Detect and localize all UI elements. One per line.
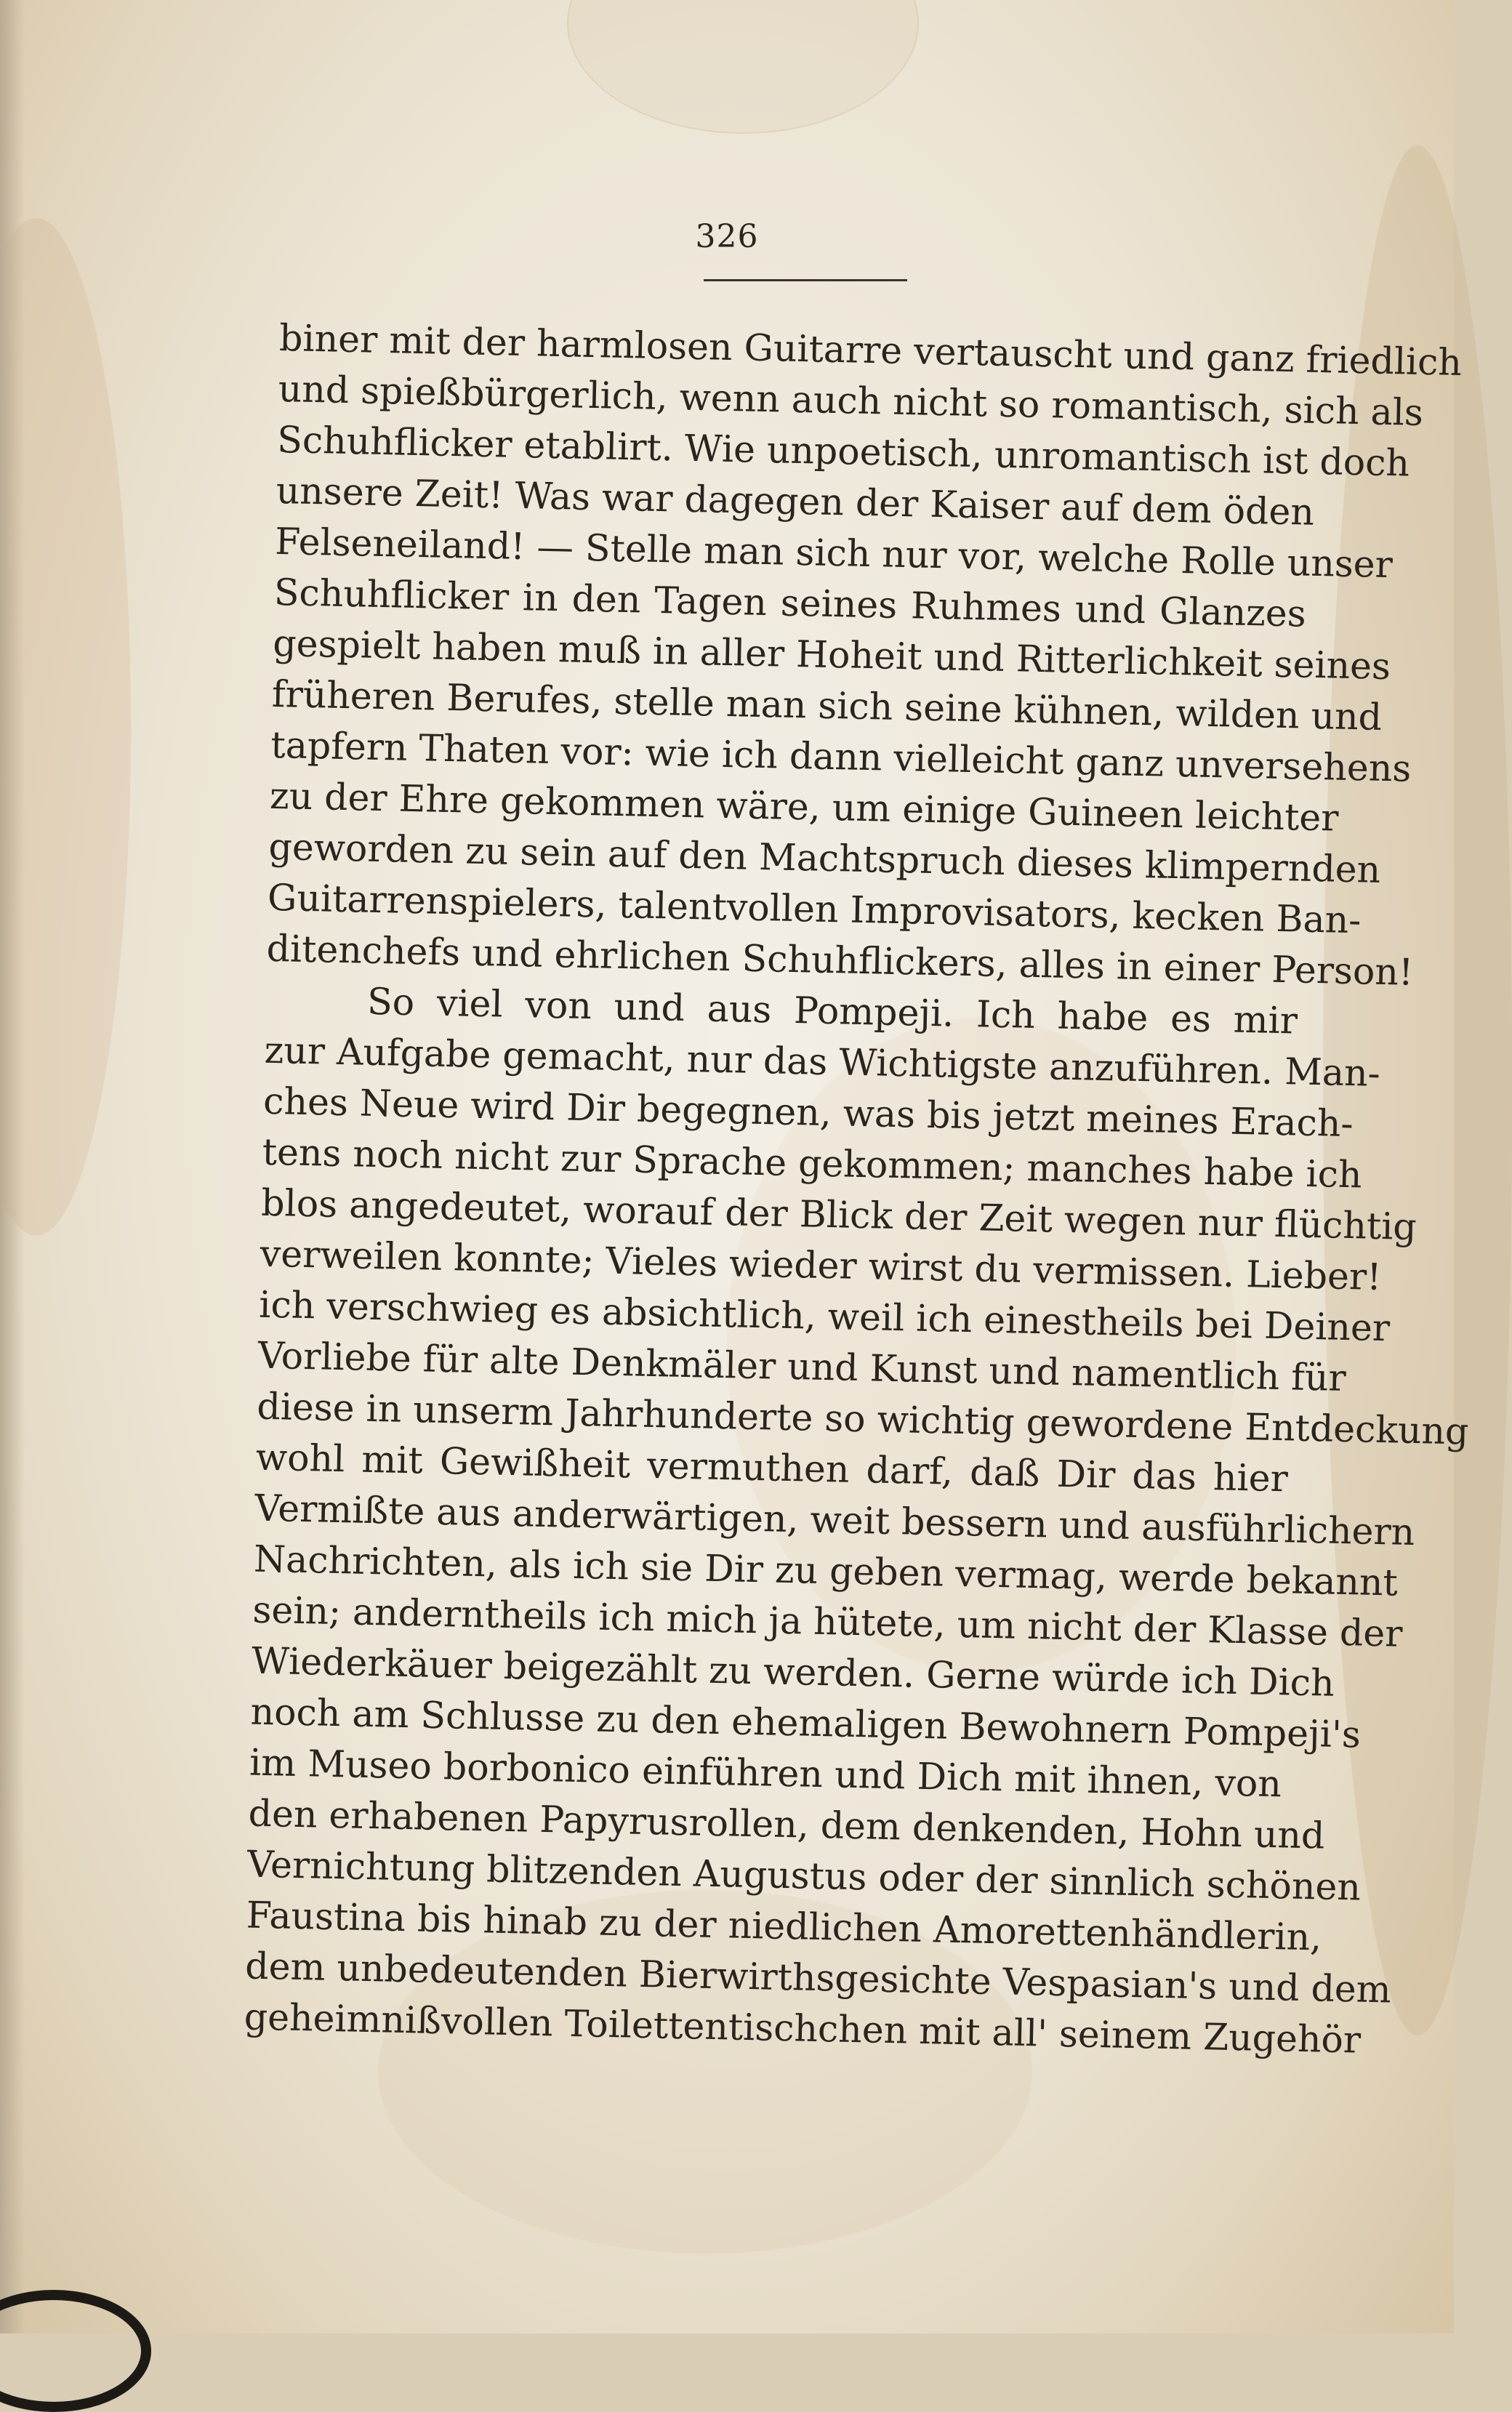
text-line: tens noch nicht zur Sprache gekommen; manches habe ich: [262, 1130, 1363, 1197]
text-line: gespielt haben muß in aller Hoheit und Ritterlichkeit seines: [272, 621, 1391, 688]
text-line: verweilen konnte; Vieles wieder wirst du vermissen. Lieber!: [260, 1231, 1383, 1299]
text-line: zu der Ehre gekommen wäre, um einige Guineen leichter: [269, 773, 1340, 840]
page-number: 326: [695, 218, 759, 255]
text-line: geheimnißvollen Toilettentischchen mit all' seinem Zugehör: [244, 1995, 1362, 2062]
text-line: So viel von und aus Pompeji. Ich habe es mir: [366, 979, 1298, 1042]
binding-corner: [0, 2290, 151, 2412]
text-line: Vernichtung blitzenden Augustus oder der sinnlich schönen: [246, 1842, 1362, 1909]
text-line: den erhabenen Papyrusrollen, dem denkenden, Hohn und: [248, 1791, 1325, 1857]
text-line: ich verschwieg es absichtlich, weil ich einestheils bei Deiner: [258, 1282, 1391, 1350]
text-line: Faustina bis hinab zu der niedlichen Amorettenhändlerin,: [246, 1893, 1322, 1959]
text-line: wohl mit Gewißheit vermuthen darf, daß Dir das hier: [255, 1435, 1289, 1500]
text-line: Schuhflicker in den Tagen seines Ruhmes und Glanzes: [273, 570, 1307, 635]
text-line: Felseneiland! — Stelle man sich nur vor, welche Rolle unser: [274, 519, 1394, 587]
text-line: Vorliebe für alte Denkmäler und Kunst und namentlich für: [257, 1333, 1347, 1400]
paper-stain: [567, 0, 919, 134]
text-line: zur Aufgabe gemacht, nur das Wichtigste anzuführen. Man-: [264, 1028, 1381, 1095]
text-line: sein; anderntheils ich mich ja hütete, um nicht der Klasse der: [252, 1588, 1403, 1655]
text-line: ches Neue wird Dir begegnen, was bis jetzt meines Erach-: [262, 1079, 1354, 1146]
body-text: [244, 313, 1469, 2064]
text-line: Nachrichten, als ich sie Dir zu geben vermag, werde bekannt: [253, 1537, 1399, 1604]
text-line: biner mit der harmlosen Guitarre vertauscht und ganz friedlich: [278, 315, 1463, 385]
text-line: diese in unserm Jahrhunderte so wichtig gewordene Entdeckung: [256, 1384, 1469, 1453]
text-line: Guitarrenspielers, talentvollen Improvisators, kecken Ban-: [267, 875, 1362, 942]
text-line: geworden zu sein auf den Machtspruch dieses klimpernden: [268, 824, 1381, 891]
text-line: unsere Zeit! Was war dagegen der Kaiser auf dem öden: [276, 468, 1315, 534]
text-line: Vermißte aus anderwärtigen, weit bessern und ausführlichern: [254, 1486, 1415, 1554]
text-line: im Museo borbonico einführen und Dich mit ihnen, von: [249, 1740, 1282, 1806]
text-line: tapfern Thaten vor: wie ich dann vielleicht ganz unversehens: [270, 723, 1412, 790]
header-rule: [704, 279, 907, 281]
text-line: dem unbedeutenden Bierwirthsgesichte Vespasian's und dem: [244, 1944, 1392, 2011]
text-line: und spießbürgerlich, wenn auch nicht so romantisch, sich als: [278, 366, 1424, 434]
text-line: Schuhflicker etablirt. Wie unpoetisch, unromantisch ist doch: [276, 417, 1410, 485]
text-line: früheren Berufes, stelle man sich seine kühnen, wilden und: [271, 672, 1383, 739]
text-line: ditenchefs und ehrlichen Schuhflickers, alles in einer Person!: [266, 926, 1414, 994]
text-line: blos angedeutet, worauf der Blick der Zeit wegen nur flüchtig: [260, 1181, 1418, 1249]
text-line: noch am Schlusse zu den ehemaligen Bewohnern Pompeji's: [250, 1689, 1362, 1756]
page-edge-shadow: [0, 0, 25, 2333]
text-line: Wiederkäuer beigezählt zu werden. Gerne würde ich Dich: [251, 1639, 1335, 1705]
